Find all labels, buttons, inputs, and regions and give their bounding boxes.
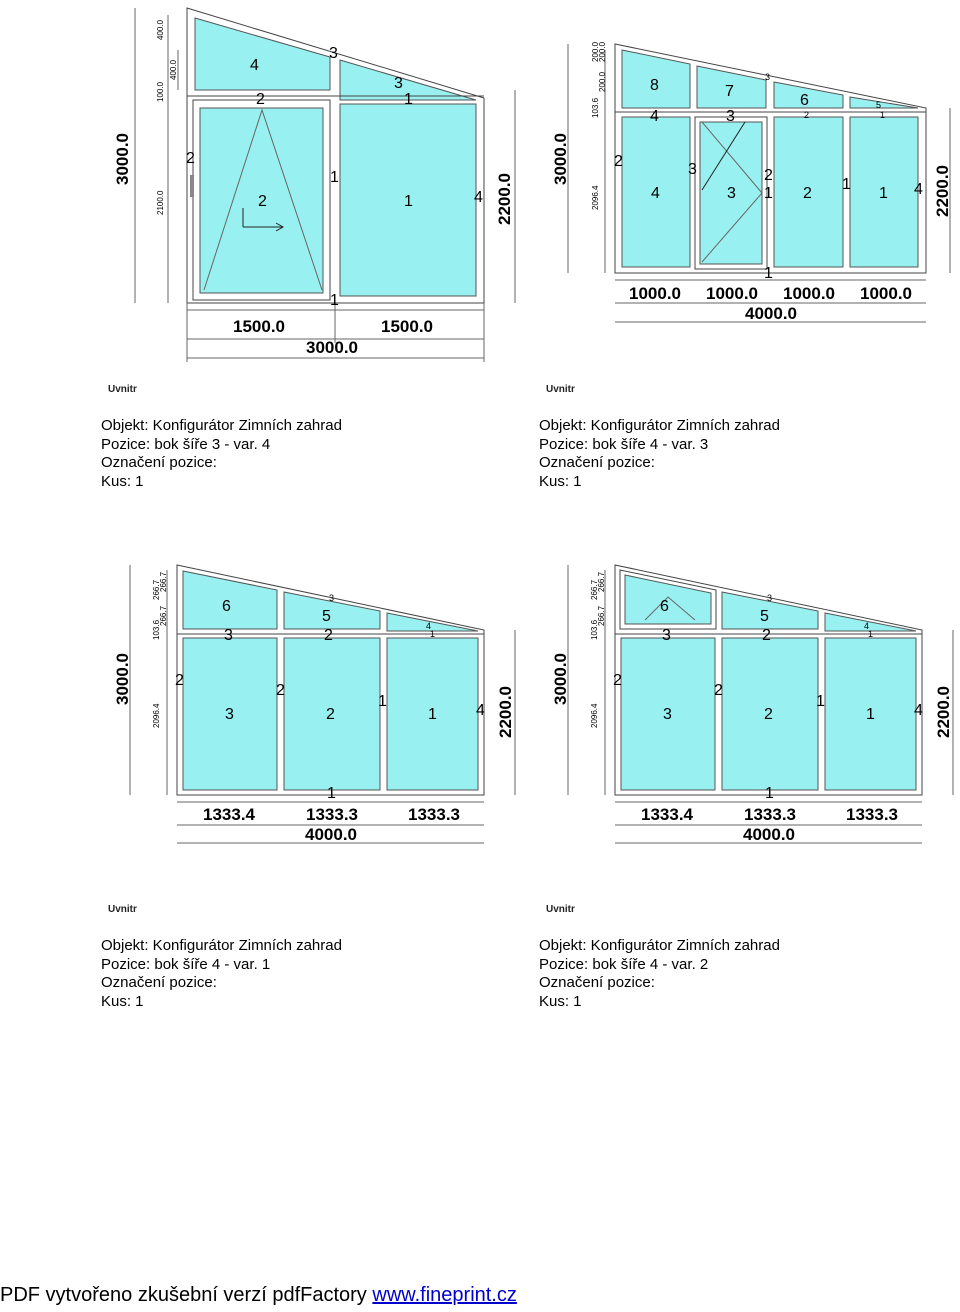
dim-bottom-3: 1333.3 [408, 805, 460, 824]
position-info [539, 937, 780, 1011]
dim-left-d: 103.6 [591, 97, 600, 118]
pane-mark: 4 [914, 702, 923, 719]
marking-line: Označení pozice: [101, 454, 217, 471]
pane-mark: 4 [426, 621, 432, 631]
pane-mark: 4 [476, 702, 485, 719]
dim-height-right: 2200.0 [933, 165, 952, 217]
pane-mark: 4 [650, 108, 659, 125]
dim-bottom-2: 1500.0 [381, 317, 433, 336]
pane-mark: 6 [222, 598, 231, 615]
pane-mark: 1 [816, 693, 825, 710]
marking-line: Označení pozice: [539, 974, 655, 991]
position-info [539, 417, 780, 491]
pane-mark: 5 [876, 100, 882, 110]
pane-mark: 3 [765, 72, 771, 82]
dim-height-total: 3000.0 [551, 653, 570, 705]
pane-mark: 1 [378, 693, 387, 710]
pane-mark: 1 [765, 785, 774, 802]
dim-height-right: 2200.0 [495, 173, 514, 225]
dim-bottom-2: 1333.3 [306, 805, 358, 824]
footer-link[interactable]: www.fineprint.cz [372, 1284, 517, 1306]
pane-mark: 1 [327, 785, 336, 802]
dim-left-a: 400.0 [156, 19, 165, 40]
dim-bottom-3: 1333.3 [846, 805, 898, 824]
pane-mark: 4 [474, 189, 483, 206]
pane-mark: 7 [725, 83, 734, 100]
dim-left-e: 2096.4 [590, 703, 599, 728]
pane-mark: 3 [224, 627, 233, 644]
dim-left-c: 200.0 [598, 71, 607, 92]
pane-mark: 3 [394, 75, 403, 92]
pane-mark: 2 [258, 193, 267, 210]
pane-mark: 1 [404, 193, 413, 210]
glass-pane [850, 97, 918, 108]
dim-bottom-1: 1333.4 [203, 805, 255, 824]
dim-bottom-1: 1000.0 [629, 284, 681, 303]
position-line: Pozice: bok šíře 4 - var. 1 [101, 955, 271, 973]
dim-left-b: 100.0 [156, 81, 165, 102]
pane-mark: 2 [186, 150, 195, 167]
drawing-2 [568, 44, 950, 322]
pane-mark: 1 [404, 91, 413, 108]
dim-left-e: 2096.4 [152, 703, 161, 728]
pane-mark: 2 [276, 682, 285, 699]
dim-height-total: 3000.0 [113, 653, 132, 705]
dim-bottom-4: 1000.0 [860, 284, 912, 303]
view-side-label: Uvnitr [108, 904, 137, 915]
dim-left-b: 200.0 [598, 41, 607, 62]
pane-mark: 3 [329, 593, 335, 603]
dim-height-right: 2200.0 [496, 686, 515, 738]
pane-mark: 1 [879, 185, 888, 202]
quantity-line: Kus: 1 [539, 992, 582, 1010]
drawing-1 [135, 8, 515, 362]
position-info [101, 417, 342, 491]
dim-left-c: 266.7 [597, 571, 606, 592]
footer-text: PDF vytvořeno zkušební verzí pdfFactory [0, 1284, 373, 1306]
pane-mark: 2 [256, 91, 265, 108]
pane-mark: 6 [660, 598, 669, 615]
pane-mark: 3 [726, 108, 735, 125]
pane-mark: 4 [250, 57, 259, 74]
pane-mark: 2 [764, 706, 773, 723]
pane-mark: 1 [868, 629, 874, 639]
pane-mark: 1 [764, 265, 773, 282]
dim-left-c: 2100.0 [156, 190, 165, 215]
dim-height-total: 3000.0 [113, 133, 132, 185]
pane-mark: 1 [880, 110, 886, 120]
pane-mark: 2 [803, 185, 812, 202]
pane-mark: 2 [762, 627, 771, 644]
pane-mark: 2 [175, 672, 184, 689]
pane-mark: 1 [764, 185, 773, 202]
dim-left-b: 266.7 [597, 605, 606, 626]
pane-mark: 5 [322, 608, 331, 625]
view-side-label: Uvnitr [546, 904, 575, 915]
pane-mark: 3 [662, 627, 671, 644]
pane-mark: 8 [650, 77, 659, 94]
pane-mark: 1 [842, 176, 851, 193]
dim-height-total: 3000.0 [551, 133, 570, 185]
pane-mark: 3 [767, 593, 773, 603]
glass-pane [195, 18, 330, 90]
dim-left-d: 103.6 [152, 619, 161, 640]
pane-mark: 1 [330, 169, 339, 186]
dim-left-d: 400.0 [169, 59, 178, 80]
pane-mark: 3 [225, 706, 234, 723]
dim-left-a: 266.7 [590, 579, 599, 600]
marking-line: Označení pozice: [101, 974, 217, 991]
pane-mark: 2 [804, 110, 810, 120]
dim-bottom-2: 1000.0 [706, 284, 758, 303]
position-line: Pozice: bok šíře 3 - var. 4 [101, 435, 271, 453]
pane-mark: 1 [866, 706, 875, 723]
quantity-line: Kus: 1 [539, 472, 582, 490]
pane-mark: 2 [764, 167, 773, 184]
dim-total-width: 4000.0 [745, 304, 797, 323]
object-line: Objekt: Konfigurátor Zimních zahrad [101, 417, 342, 434]
pane-mark: 2 [324, 627, 333, 644]
pane-mark: 3 [329, 45, 338, 62]
view-side-label: Uvnitr [546, 384, 575, 395]
pane-mark: 5 [760, 608, 769, 625]
pane-mark: 3 [727, 185, 736, 202]
dim-bottom-1: 1500.0 [233, 317, 285, 336]
view-side-label: Uvnitr [108, 384, 137, 395]
pane-mark: 3 [663, 706, 672, 723]
dim-left-e: 2096.4 [591, 185, 600, 210]
pane-mark: 2 [714, 682, 723, 699]
drawing-4 [568, 565, 953, 843]
dim-total-width: 4000.0 [743, 825, 795, 844]
dim-total-width: 3000.0 [306, 338, 358, 357]
object-line: Objekt: Konfigurátor Zimních zahrad [539, 417, 780, 434]
dim-total-width: 4000.0 [305, 825, 357, 844]
pane-mark: 2 [614, 153, 623, 170]
pane-mark: 1 [430, 629, 436, 639]
position-line: Pozice: bok šíře 4 - var. 2 [539, 955, 709, 973]
position-line: Pozice: bok šíře 4 - var. 3 [539, 435, 709, 453]
drawing-3 [130, 565, 515, 843]
pane-mark: 2 [613, 672, 622, 689]
pane-mark: 4 [914, 181, 923, 198]
object-line: Objekt: Konfigurátor Zimních zahrad [539, 937, 780, 954]
dim-left-a: 266.7 [152, 579, 161, 600]
object-line: Objekt: Konfigurátor Zimních zahrad [101, 937, 342, 954]
pane-mark: 1 [428, 706, 437, 723]
dim-left-c: 266.7 [159, 571, 168, 592]
marking-line: Označení pozice: [539, 454, 655, 471]
dim-height-right: 2200.0 [934, 686, 953, 738]
dim-left-a: 200.0 [591, 41, 600, 62]
dim-bottom-3: 1000.0 [783, 284, 835, 303]
pane-mark: 1 [330, 292, 339, 309]
position-info [101, 937, 342, 1011]
pane-mark: 3 [688, 161, 697, 178]
pane-mark: 2 [326, 706, 335, 723]
dim-bottom-2: 1333.3 [744, 805, 796, 824]
pane-mark: 4 [651, 185, 660, 202]
pane-mark: 6 [800, 92, 809, 109]
dim-bottom-1: 1333.4 [641, 805, 693, 824]
quantity-line: Kus: 1 [101, 992, 144, 1010]
pane-mark: 4 [864, 621, 870, 631]
dim-left-b: 266.7 [159, 605, 168, 626]
pdf-footer [0, 1284, 517, 1307]
quantity-line: Kus: 1 [101, 472, 144, 490]
dim-left-d: 103.6 [590, 619, 599, 640]
